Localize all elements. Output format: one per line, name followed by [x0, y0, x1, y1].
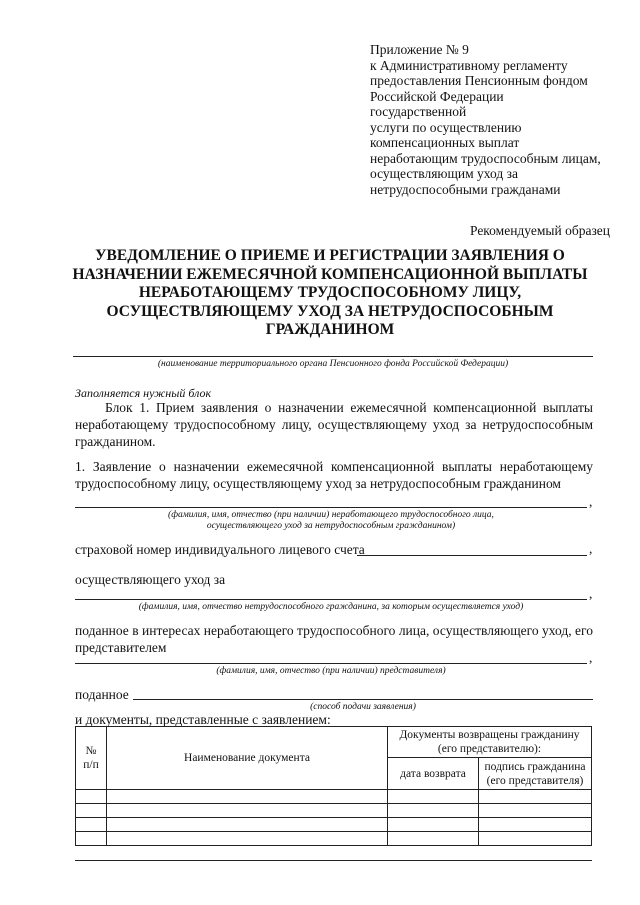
documents-table: [75, 726, 592, 846]
appendix-line: Российской Федерации: [370, 88, 504, 104]
caregiver-caption-line1: (фамилия, имя, отчество (при наличии) неработающего трудоспособного лица,: [168, 510, 494, 520]
submitted-interest-line2: представителем: [75, 640, 167, 655]
block1-line2: неработающему трудоспособному лицу, осуществляющему уход за нетрудоспособным: [75, 417, 593, 432]
table-cell[interactable]: [107, 804, 388, 818]
sample-label: Рекомендуемый образец: [469, 223, 610, 238]
table-cell[interactable]: [107, 818, 388, 832]
table-cell[interactable]: [388, 818, 479, 832]
comma: ,: [589, 541, 593, 556]
table-cell[interactable]: [76, 832, 107, 846]
table-cell[interactable]: [479, 818, 592, 832]
comma: ,: [589, 586, 593, 601]
table-cell[interactable]: [76, 804, 107, 818]
table-cell[interactable]: [107, 790, 388, 804]
appendix-line: осуществляющим уход за: [370, 166, 518, 181]
disabled-person-caption: (фамилия, имя, отчество нетрудоспособного гражданина, за которым осуществляется уход): [138, 602, 524, 612]
title-line: ГРАЖДАНИНОМ: [265, 321, 395, 338]
submitted-label: поданное: [75, 687, 129, 702]
territorial-organ-caption: (наименование территориального органа Пенсионного фонда Российской Федерации): [157, 359, 509, 369]
snils-label: страховой номер индивидуального лицевого счета: [75, 542, 365, 557]
disabled-person-field[interactable]: [75, 599, 587, 600]
appendix-line: неработающим трудоспособным лицам,: [370, 150, 601, 166]
table-cell[interactable]: [76, 818, 107, 832]
col-number-header: № п/п: [76, 727, 107, 790]
comma: ,: [589, 650, 593, 665]
col-name-header: Наименование документа: [107, 727, 388, 790]
appendix-line: к Административному регламенту: [370, 57, 568, 73]
submitted-interest-line1: поданное в интересах неработающего трудоспособного лица, осуществляющего уход, его: [75, 623, 593, 638]
table-row[interactable]: [76, 804, 592, 818]
care-for-label: осуществляющего уход за: [75, 572, 226, 587]
item1-line1: 1. Заявление о назначении ежемесячной компенсационной выплаты неработающему: [75, 459, 593, 474]
title-line: ОСУЩЕСТВЛЯЮЩЕМУ УХОД ЗА НЕТРУДОСПОСОБНЫМ: [106, 302, 554, 320]
appendix-header: [370, 42, 620, 197]
item1-line2: трудоспособному лицу, осуществляющему уход за нетрудоспособным гражданином: [75, 476, 561, 491]
title-line: НАЗНАЧЕНИИ ЕЖЕМЕСЯЧНОЙ КОМПЕНСАЦИОННОЙ ВЫПЛАТЫ: [72, 265, 588, 283]
title-line: УВЕДОМЛЕНИЕ О ПРИЕМЕ И РЕГИСТРАЦИИ ЗАЯВЛЕНИЯ О: [95, 247, 565, 264]
table-cell[interactable]: [479, 832, 592, 846]
territorial-organ-field[interactable]: [73, 356, 593, 357]
table-row[interactable]: [76, 790, 592, 804]
appendix-line: компенсационных выплат: [370, 135, 520, 150]
col-signature-header: подпись гражданина (его представителя): [479, 758, 592, 790]
bottom-divider: [75, 860, 592, 861]
table-cell[interactable]: [388, 804, 479, 818]
table-cell[interactable]: [388, 832, 479, 846]
representative-field[interactable]: [75, 663, 587, 664]
appendix-line: предоставления Пенсионным фондом: [370, 73, 588, 88]
caregiver-caption-line2: осуществляющего уход за нетрудоспособным гражданином): [206, 521, 456, 531]
documents-intro: и документы, представленные с заявлением:: [75, 712, 331, 727]
document-title: [60, 247, 600, 340]
submission-method-caption: (способ подачи заявления): [310, 702, 416, 712]
block1-line3: гражданином.: [75, 434, 156, 449]
title-line: НЕРАБОТАЮЩЕМУ ТРУДОСПОСОБНОМУ ЛИЦУ,: [138, 284, 522, 301]
col-returned-header: Документы возвращены гражданину (его представителю):: [388, 727, 592, 758]
appendix-line: нетрудоспособными гражданами: [370, 181, 561, 197]
submission-method-field[interactable]: [133, 699, 593, 700]
table-cell[interactable]: [76, 790, 107, 804]
block1-line1: Блок 1. Прием заявления о назначении ежемесячной компенсационной выплаты: [105, 400, 593, 415]
table-row[interactable]: [76, 832, 592, 846]
appendix-line: услуги по осуществлению: [370, 119, 522, 135]
table-cell[interactable]: [388, 790, 479, 804]
col-date-header: дата возврата: [388, 758, 479, 790]
appendix-line: Приложение № 9: [370, 42, 469, 57]
comma: ,: [589, 494, 593, 509]
snils-field[interactable]: [357, 555, 587, 556]
appendix-line: государственной: [370, 104, 467, 119]
table-cell[interactable]: [107, 832, 388, 846]
representative-caption: (фамилия, имя, отчество (при наличии) представителя): [216, 666, 446, 676]
table-cell[interactable]: [479, 804, 592, 818]
table-cell[interactable]: [479, 790, 592, 804]
fill-block-note: Заполняется нужный блок: [75, 386, 212, 400]
caregiver-name-field[interactable]: [75, 507, 587, 508]
table-row[interactable]: [76, 818, 592, 832]
